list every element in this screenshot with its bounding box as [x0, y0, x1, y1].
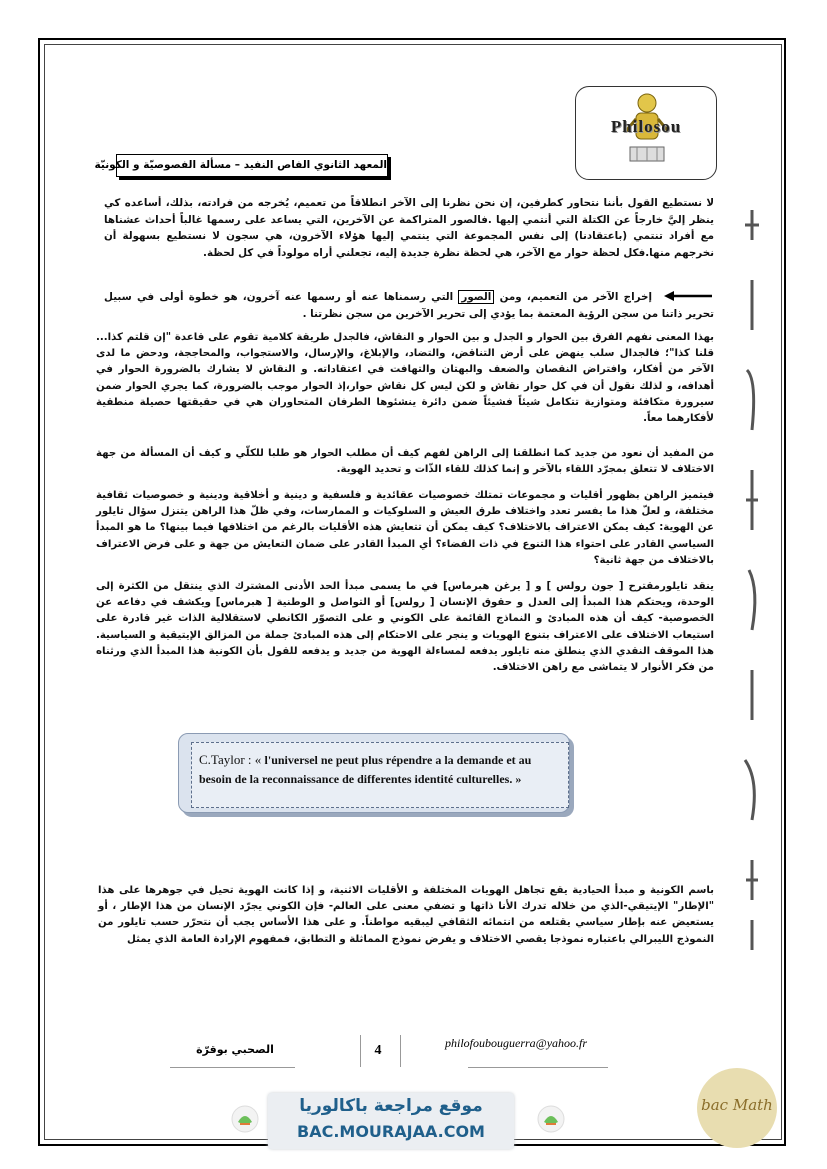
paragraph-return-to-present: من المفيد أن نعود من جديد كما انطلقنا إلى الراهن لفهم كيف أن مطلب الحوار هو طلبا للكلّي و كيف أن المسألة من جهة الاختلاف لا تتعلق بمجرّد اللقاء بالآخر و إنما كذلك للقاء الذّات و تحديد الهوية. — [96, 448, 714, 476]
paragraph-universalism-neutrality: باسم الكونية و مبدأ الحيادية يقع تجاهل الهويات المختلفة و الأقليات الاثنية، و إذا كانت الهوية تحيل في جوهرها على هذا "الإطار" الإيتيقي-الذي من خلاله تدرك الأنا ذاتها و تضفي معنى على العالم- فإن الكوني يجرّد الإنسان من هذا الإطار ، أو يستعيض عنه بإطار سياسي يقتلعه من انتمائه الثقافي ليبقيه مواطناً. و على هذا الأساس يجب أن نتحرّر حسب تايلور من النموذج الليبرالي باعتباره نموذجا يقصي الاختلاف و يفرض نموذج المماثلة و التطابق، فمفهوم الإرادة العامة الذي يمثل — [98, 885, 714, 945]
author-name: الصحبي بوقرّة — [196, 1043, 274, 1056]
bac-math-watermark — [697, 1068, 777, 1148]
philosou-logo — [575, 86, 717, 180]
key-idea-start: إخراج الآخر من التعميم، ومن — [494, 291, 652, 303]
paragraph-dialogue-vs-debate: بهذا المعنى نفهم الفرق بين الحوار و الجدل و بين الحوار و النقاش، فالجدل طريقة كلامية تقوم على قاعدة "إن قلتم كذا... قلنا كذا"؛ فالجدال سلب ينهض على أرض التناقض، والتضاد، والإبلاغ، والإرسال، والاستجواب، والمحاججة، ودحض ما لدى الآخر من أفكار، وافتراض النقصان والضعف والبهتان والتهافت في اعتقاداته. و النقاش لا يشارك بالضرورة الحوار في أهدافه، و لذلك نقول أن في كل حوار نقاش و لكن ليس كل نقاش حوار،إذ الحوار موجب بالضرورة، كما يجري الحوار ضمن سيرورة متكافئة ومتوازية تتكامل شيئاً فشيئاً ضمن دائرة ينشئوها الطرفان المتحاوران هي في حقيقتها حصيلة منطقية لأفكارهما معاً. — [96, 332, 714, 425]
footer-separator-right — [400, 1035, 401, 1067]
decorative-side-calligraphy — [737, 200, 767, 960]
banner-arabic-text: موقع مراجعة باكالوريا — [299, 1096, 483, 1116]
taylor-quote-box — [178, 733, 570, 813]
paragraph-dialogue-intro: لا نستطيع القول بأننا نتحاور كطرفين، إن نحن نظرنا إلى الآخر انطلاقاً من تعميم، يُخرجه من فرادته، بذلك، أساعده كي ينظر إليَّ خارجاً عن الكتلة التي أنتمي إليها .فالصور المتراكمة عن الآخرين، التي يساعد على رسمها غالباً أحداث عشناها مع أفراد تنتمي (باعتقادنا) إلى نفس المجموعة التي ينتمي إليها هؤلاء الآخرون، هي سجون لا نستطيع بسهولة أن نخرجهم منها.فكل لحظة حوار مع الآخر، هي لحظة نظرة جديدة إليه، تجعلني أراه مولوداً في كل لحظة. — [104, 197, 714, 259]
paragraph-taylor-critique: ينقد تايلورمقترح [ جون رولس ] و [ يرغن هبرماس] في ما يسمى مبدأ الحد الأدنى المشترك الذي ينتقل من الكثرة إلى الوحدة، ويحتكم هذا المبدأ إلى العدل و حقوق الإنسان [ رولس] أو التواصل و الوطنية [ هبرماس] ويكشف في دفاعه عن الخصوصية- كيف أن هذه المبادئ و النماذج القائمة على الكوني و على التصوّر الكانطي لاستقلالية الذات غير قادرة على استيعاب الاختلاف على الاعتراف بتنوع الهويات و ينجر على الاحتكام إلى هذه المبادئ جملة من المزالق الإيتيقية و السياسية. هذا الموقف النقدي الذي ينطلق منه تايلور يدفعه لمساءلة الهوية من جديد و يدفعه للقول بأن الكونية هذا المبدأ الذي ورثناه من فكر الأنوار لا يتماشى مع راهن الاختلاف. — [96, 581, 714, 674]
quote-author: C.Taylor : « — [199, 752, 265, 767]
site-banner[interactable] — [268, 1093, 514, 1149]
quote-text — [199, 750, 563, 789]
logo-text: Philosou — [610, 117, 682, 136]
key-idea-boxed-word: الصور — [458, 290, 494, 304]
footer-divider-right — [468, 1067, 608, 1068]
leaf-logo-icon — [230, 1104, 260, 1134]
document-header-title: المعهد الثانوي الفاص النفيد – مسألة الفصوصيّة و الكونيّة — [116, 154, 388, 177]
paragraph-minorities-question: فيتميز الراهن بظهور أقليات و مجموعات تمتلك خصوصيات عقائدية و فلسفية و دينية و أخلاقية ودينية و خصوصيات ثقافية مختلفة، و لعلّ هذا ما يفسر تعدد واختلاف طرق العيش و السلوكيات و الممارسات، وفي ظلّ هذا الراهن يتنزل سؤال تايلور عن الهوية: كيف يمكن الاعتراف بالاختلاف؟ كيف يمكن أن تتعايش هذه الأقليات بالرغم من اختلافها فيما بينها؟ ما هو المبدأ السياسي القادر على احتواء هذا التنوع في ذات الفضاء؟ أي المبدأ القادر على ضمان التعايش من جهة و على فرض الاعتراف بالاختلاف من جهة ثانية؟ — [96, 490, 714, 566]
author-email[interactable]: philofoubouguerra@yahoo.fr — [445, 1036, 588, 1050]
watermark-text: bac Math — [701, 1096, 773, 1114]
footer-separator-left — [360, 1035, 361, 1067]
paragraph-key-idea — [104, 289, 714, 322]
banner-site-url[interactable]: BAC.MOURAJAA.COM — [297, 1122, 485, 1141]
key-idea-end: التي رسمناها عنه أو رسمها عنه آخرون، هو خطوة أولى في سبيل تحرير ذاتنا من سجن الرؤية المعتمة بما يؤدي إلى تحرير الآخرين من سجن نظرتنا . — [104, 291, 714, 320]
page-number: 4 — [374, 1043, 382, 1058]
footer-divider-left — [170, 1067, 295, 1068]
quote-body: l'universel ne peut plus répendre a la demande et au besoin de la reconnaissance de differentes identité culturelles. » — [199, 753, 532, 786]
leaf-logo-icon — [536, 1104, 566, 1134]
